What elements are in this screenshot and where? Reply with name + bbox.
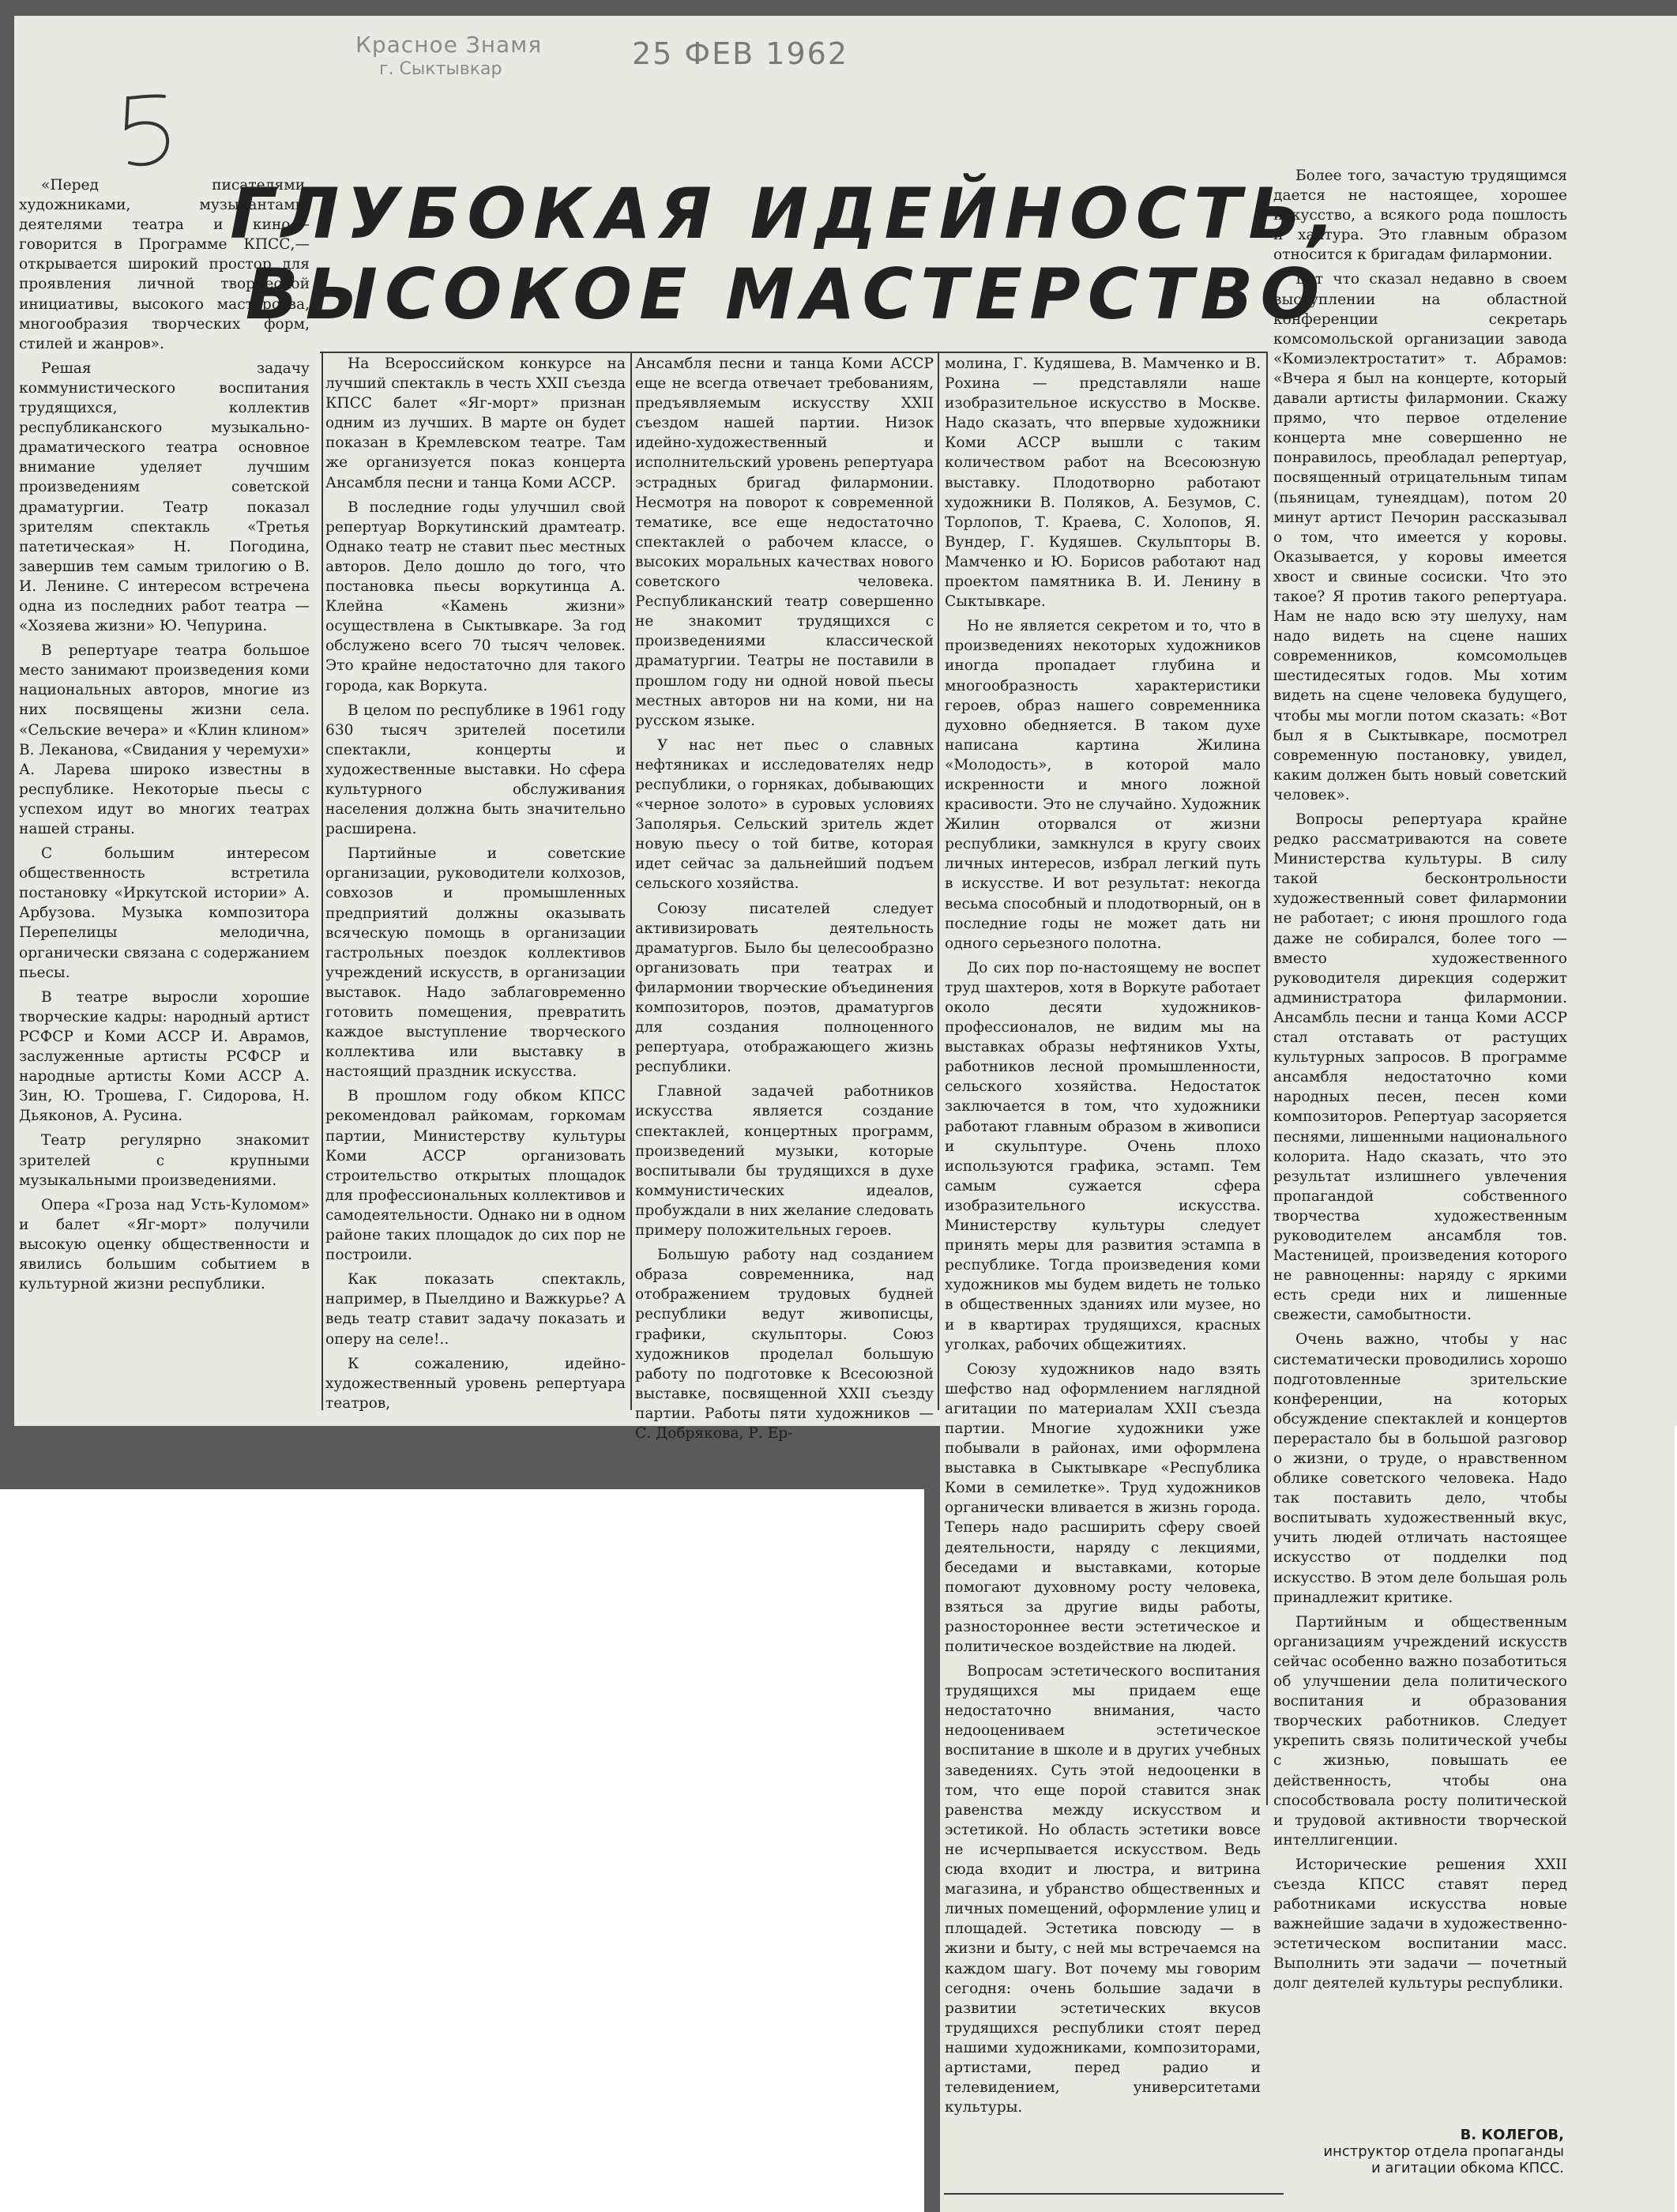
paragraph: Союзу писателей следует активизировать деятельность драматургов. Было бы целесообразно организовать при театрах и филармонии творческие объединения композиторов, поэтов, драматургов для создания полноценного репертуара, отображающего жизнь республики.: [635, 900, 934, 1076]
paragraph: В репертуаре театра большое место занимают произведения коми национальных авторов, многие из них посвящены жизни села. «Сельские вечера» и «Клин клином» В. Леканова, «Свидания у черемухи» А. Ларева широко известны в республике. Некоторые пьесы с успехом идут во многих театрах нашей страны.: [19, 642, 310, 837]
paragraph: Как показать спектакль, например, в Пыелдино и Важкурье? А ведь театр ставит задачу показать и оперу на селе!..: [325, 1271, 626, 1348]
author-name: В. КОЛЕГОВ,: [1460, 2127, 1564, 2143]
paragraph: «Перед писателями, художниками, музыкантами, деятелями театра и кино,— говорится в Программе КПСС,— открывается широкий простор для проявления личной творческой инициативы, высокого мастерства, многообразия творческих форм, стилей и жанров».: [19, 177, 310, 352]
stamp-city: г. Сыктывкар: [379, 59, 502, 79]
column-rule: [1266, 352, 1268, 1805]
paragraph: Театр регулярно знакомит зрителей с крупными музыкальными произведениями.: [19, 1132, 310, 1189]
article-column-3: [635, 354, 934, 1442]
headline-rule: [320, 352, 1268, 353]
paragraph: Главной задачей работников искусства является создание спектаклей, концертных программ, произведений музыки, которые воспитывали бы трудящихся в духе коммунистических идеалов, пробуждали в них желание следовать примеру положительных героев.: [635, 1083, 934, 1240]
column-rule: [938, 352, 939, 1410]
paragraph: В последние годы улучшил свой репертуар Воркутинский драмтеатр. Однако театр не ставит пьес местных авторов. Дело дошло до того, что постановка пьесы воркутинца А. Клейна «Камень жизни» осуществлена в Сыктывкаре. За год обслужено всего 70 тысяч человек. Это крайне недостаточно для такого города, как Воркута.: [325, 498, 626, 694]
paragraph: Вопросы репертуара крайне редко рассматриваются на совете Министерства культуры. В силу такой бесконтрольности художественный совет филармонии не работает; с июня прошлого года даже не собирался, более того — вместо художественного руководителя дирекция содержит администратора филармонии. Ансамбль песни и танца Коми АССР стал отставать от растущих культурных запросов. В программе ансамбля недостаточно коми народных песен, песен коми композиторов. Репертуар засоряется песнями, лишенными национального колорита. Надо сказать, что это результат излишнего увлечения пропагандой собственного творчества художественным руководителем ансамбля тов. Мастеницей, произведения которого не равноценны: наряду с яркими есть среди них и лишенные свежести, самобытности.: [1273, 811, 1567, 1324]
paragraph: Партийные и советские организации, руководители колхозов, совхозов и промышленных предприятий должны оказывать всяческую помощь в организации гастрольных поездок коллективов учреждений искусств, в организации выставок. Надо заблаговременно готовить помещения, превратить каждое выступление творческого коллектива или выставку в настоящий праздник искусства.: [325, 845, 626, 1081]
column-rule: [630, 352, 632, 1410]
article-column-2: [325, 354, 626, 1413]
paragraph: Но не является секретом и то, что в произведениях некоторых художников иногда пропадает глубина и многообразность характеристики героев, образ нашего современника духовно обедняется. В таком духе написана картина Жилина «Молодость», в которой мало искренности и много ложной красивости. Это не случайно. Художник Жилин оторвался от жизни республики, замкнулся в кругу своих личных интересов, избрал легкий путь в искусстве. И вот результат: некогда весьма способный и плодотворный, он в последние годы не может дать ни одного серьезного полотна.: [945, 618, 1261, 952]
paragraph: Очень важно, чтобы у нас систематически проводились хорошо подготовленные зрительские конференции, на которых обсуждение спектаклей и концертов перерастало бы в большой разговор о жизни, о труде, о нравственном облике советского человека. Надо так поставить дело, чтобы воспитывать художественный вкус, учить людей отличать настоящее искусство от подделки под искусство. В этом деле большая роль принадлежит критике.: [1273, 1331, 1567, 1606]
paragraph: Партийным и общественным организациям учреждений искусств сейчас особенно важно позаботиться об улучшении дела политического воспитания и образования творческих работников. Следует укрепить связь политической учебы с жизнью, повышать ее действенность, чтобы она способствовала росту политической и трудовой активности творческой интеллигенции.: [1273, 1613, 1567, 1849]
headline-line-1: ГЛУБОКАЯ ИДЕЙНОСТЬ,: [230, 173, 1342, 254]
article-headline: [221, 174, 1351, 335]
bottom-arrow-rule: [944, 2193, 1284, 2195]
headline-line-2: ВЫСОКОЕ МАСТЕРСТВО: [245, 254, 1327, 335]
article-column-5: [1273, 166, 1567, 2117]
archive-mark: [118, 87, 182, 174]
paragraph: В прошлом году обком КПСС рекомендовал райкомам, горкомам партии, Министерству культуры Коми АССР организовать строительство открытых площадок для профессиональных коллективов и самодеятельности. Однако ни в одном районе таких площадок до сих пор не построили.: [325, 1088, 626, 1264]
article-column-1: [19, 175, 310, 1416]
author-position-line-2: и агитации обкома КПСС.: [1371, 2160, 1564, 2176]
paragraph: Вот что сказал недавно в своем выступлении на областной конференции секретарь комсомольской организации завода «Комиэлектростатит» т. Абрамов: «Вчера я был на концерте, который давали артисты филармонии. Скажу прямо, что первое отделение концерта мне совершенно не понравилось, преобладал репертуар, посвященный отрицательным типам (пьяницам, тунеядцам), потом 20 минут артист Печорин рассказывал о том, что имеется у коровы. Оказывается, у коровы имеется хвост и свиные сосиски. Что это такое? Я против такого репертуара. Нам не надо всю эту шелуху, нам надо видеть на сцене наших современников, комсомольцев шестидесятых годов. Мы хотим видеть на сцене человека будущего, чтобы мы могли потом сказать: «Вот был я в Сыктывкаре, посмотрел современную постановку, увидел, каким должен быть новый советский человек».: [1273, 271, 1567, 803]
paragraph: С большим интересом общественность встретила постановку «Иркутской истории» А. Арбузова. Музыка композитора Перепелицы мелодична, органически связана с содержанием пьесы.: [19, 845, 310, 981]
paragraph: Вопросам эстетического воспитания трудящихся мы придаем еще недостаточно внимания, часто недооцениваем эстетическое воспитание в школе и в других учебных заведениях. Суть этой недооценки в том, что еще порой ставится знак равенства между искусством и эстетикой. Но область эстетики вовсе не исчерпывается искусством. Ведь сюда входит и люстра, и витрина магазина, и убранство общественных и личных помещений, оформление улиц и площадей. Эстетика повсюду — в жизни и быту, с ней мы встречаемся на каждом шагу. Вот почему мы говорим сегодня: очень большие задачи в развитии эстетических вкусов трудящихся республики стоят перед нашими художниками, композиторами, артистами, перед радио и телевидением, университетами культуры.: [945, 1663, 1261, 2116]
author-signature: [1248, 2127, 1564, 2176]
author-position-line-1: инструктор отдела пропаганды: [1323, 2143, 1564, 2160]
newspaper-stamp: [355, 32, 561, 79]
article-column-4: [945, 354, 1261, 2187]
paragraph: На Всероссийском конкурсе на лучший спектакль в честь XXII съезда КПСС балет «Яг-морт» признан одним из лучших. В марте он будет показан в Кремлевском театре. Там же организуется показ концерта Ансамбля песни и танца Коми АССР.: [325, 356, 626, 491]
paragraph: В целом по республике в 1961 году 630 тысяч зрителей посетили спектакли, концерты и художественные выставки. Но сфера культурного обслуживания населения должна быть значительно расширена.: [325, 702, 626, 838]
paragraph: У нас нет пьес о славных нефтяниках и исследователях недр республики, о горняках, добывающих «черное золото» в суровых условиях Заполярья. Сельский зритель ждет новую пьесу о той битве, которая идет сейчас за дальнейший подъем сельского хозяйства.: [635, 736, 934, 893]
paragraph: Большую работу над созданием образа современника, над отображением трудовых будней республики ведут живописцы, графики, скульпторы. Союз художников проделал большую работу по подготовке к Всесоюзной выставке, посвященной XXII съезду партии. Работы пяти художников — С. Добрякова, Р. Ер-: [635, 1247, 934, 1442]
paragraph: Ансамбля песни и танца Коми АССР еще не всегда отвечает требованиям, предъявляемым искусству XXII съездом нашей партии. Низок идейно-художественный и исполнительский уровень репертуара эстрадных бригад филармонии. Несмотря на поворот к современной тематике, все еще недостаточно спектаклей о рабочем классе, о высоких моральных качествах нового советского человека. Республиканский театр совершенно не знакомит трудящихся с произведениями классической драматургии. Театры не поставили в прошлом году ни одной новой пьесы местных авторов ни на коми, ни на русском языке.: [635, 356, 934, 729]
paragraph: молина, Г. Кудяшева, В. Мамченко и В. Рохина — представляли наше изобразительное искусство в Москве. Надо сказать, что впервые художники Коми АССР вышли с таким количеством работ на Всесоюзную выставку. Плодотворно работают художники В. Поляков, А. Безумов, С. Торлопов, Т. Краева, С. Холопов, Я. Вундер, Г. Кудяшев. Скульпторы В. Мамченко и Ю. Борисов работают над проектом памятника В. И. Ленину в Сыктывкаре.: [945, 356, 1261, 611]
paragraph: К сожалению, идейно-художественный уровень репертуара театров,: [325, 1355, 626, 1412]
column-rule: [321, 352, 323, 1410]
archive-mark-drawing: [118, 87, 182, 174]
paragraph: До сих пор по-настоящему не воспет труд шахтеров, хотя в Воркуте работает около десяти художников-профессионалов, не видим мы на выставках образы нефтяников Ухты, работников лесной промышленности, сельского хозяйства. Недостаток заключается в том, что художники работают главным образом в живописи и скульптуре. Очень плохо используются графика, эстамп. Тем самым сужается сфера изобразительного искусства. Министерству культуры следует принять меры для развития эстампа в республике. Тогда произведения коми художников мы будем видеть не только в общественных зданиях или музее, но и в квартирах трудящихся, красных уголках, рабочих общежитиях.: [945, 959, 1261, 1353]
paragraph: Союзу художников надо взять шефство над оформлением наглядной агитации по материалам XXII съезда партии. Многие художники уже побывали в районах, ими оформлена выставка в Сыктывкаре «Республика Коми в семилетке». Труд художников органически вливается в жизнь города. Теперь надо расширить сферу своей деятельности, наряду с лекциями, беседами и выставками, которые помогают духовному росту человека, взяться за другие виды работы, разностороннее вести эстетическое и политическое воздействие на людей.: [945, 1360, 1261, 1655]
paragraph: Решая задачу коммунистического воспитания трудящихся, коллектив республиканского музыкально-драматического театра основное внимание уделяет лучшим произведениям советской драматургии. Театр показал зрителям спектакль «Третья патетическая» Н. Погодина, завершив тем самым трилогию о В. И. Ленине. С интересом встречена одна из последних работ театра — «Хозяева жизни» Ю. Чепурина.: [19, 359, 310, 635]
stamp-paper-name: Красное Знамя: [355, 32, 543, 58]
stamp-date: 25 ФЕВ 1962: [632, 36, 849, 71]
paragraph: В театре выросли хорошие творческие кадры: народный артист РСФСР и Коми АССР И. Аврамов, заслуженные артисты РСФСР и народные артисты Коми АССР А. Зин, Ю. Трошева, Г. Сидорова, Н. Дьяконов, А. Русина.: [19, 988, 310, 1125]
paragraph: Исторические решения XXII съезда КПСС ставят перед работниками искусства новые важнейшие задачи в художественно-эстетическом воспитании масс. Выполнить эти задачи — почетный долг деятелей культуры республики.: [1273, 1856, 1567, 1992]
paragraph: Опера «Гроза над Усть-Куломом» и балет «Яг-морт» получили высокую оценку общественности и явились большим событием в культурной жизни республики.: [19, 1196, 310, 1293]
paragraph: Более того, зачастую трудящимся дается не настоящее, хорошее искусство, а всякого рода пошлость и халтура. Это главным образом относится к бригадам филармонии.: [1273, 167, 1567, 264]
